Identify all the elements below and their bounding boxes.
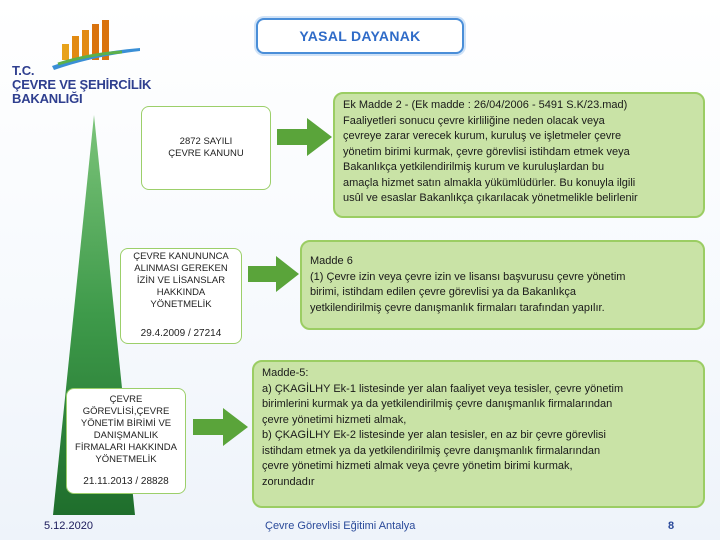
arrow-right-icon <box>193 408 249 446</box>
regulation-line: FİRMALARI HAKKINDA <box>75 442 177 453</box>
org-line: ÇEVRE VE ŞEHİRCİLİK <box>12 77 152 92</box>
panel-line: Ek Madde 2 - (Ek madde : 26/04/2006 - 5491 S.K/23.mad) <box>343 99 628 111</box>
panel-line: istihdam etmek ya da yetkilendirilmiş çevre danışmanlık firmalarından <box>262 444 601 457</box>
panel-line: usûl ve esaslar Bakanlıkça çıkarılacak yönetmelikle belirlenir <box>343 192 638 204</box>
panel-line: yönetim birimi kurmak, çevre görevlisi istihdam etmek veya <box>343 145 630 158</box>
panel-additional-article-2 <box>333 92 705 218</box>
panel-article-6 <box>300 240 705 330</box>
regulation-box-permits <box>120 248 242 344</box>
regulation-line: İZİN VE LİSANSLAR <box>136 275 226 286</box>
regulation-line: ALINMASI GEREKEN <box>134 263 228 274</box>
panel-line: Madde-5: <box>262 367 309 379</box>
org-line: BAKANLIĞI <box>12 91 83 106</box>
panel-line: çevreye zarar verecek kurum, kuruluş ve işletmeler çevre <box>343 130 622 142</box>
law-box-line: 2872 SAYILI <box>179 136 233 147</box>
arrow-right-icon <box>248 256 300 292</box>
regulation-line: GÖREVLİSİ,ÇEVRE <box>82 406 170 417</box>
law-box <box>141 106 271 190</box>
regulation-box-officers <box>66 388 186 494</box>
regulation-line: ÇEVRE <box>109 394 143 405</box>
panel-line: a) ÇKAGİLHY Ek-1 listesinde yer alan faaliyet veya tesisler, çevre yönetim <box>262 382 624 395</box>
regulation-date: 21.11.2013 / 28828 <box>83 476 169 487</box>
panel-line: zorundadır <box>262 475 315 488</box>
page-number: 8 <box>668 520 675 532</box>
regulation-line: YÖNETİM BİRİMİ VE <box>80 418 172 429</box>
footer-date: 5.12.2020 <box>44 520 93 532</box>
regulation-line: DANIŞMANLIK <box>93 430 159 441</box>
panel-line: (1) Çevre izin veya çevre izin ve lisansı başvurusu çevre yönetim <box>310 270 626 283</box>
regulation-line: ÇEVRE KANUNUNCA <box>133 251 229 262</box>
regulation-line: HAKKINDA <box>156 287 206 298</box>
panel-line: yetkilendirilmiş çevre danışmanlık firmaları tarafından yapılır. <box>310 301 605 314</box>
panel-line: birimi, istihdam edilen çevre görevlisi ya da Bakanlıkça <box>310 286 576 298</box>
page-title: YASAL DAYANAK <box>256 18 464 54</box>
regulation-line: YÖNETMELİK <box>95 454 157 465</box>
law-box-line: ÇEVRE KANUNU <box>168 148 244 159</box>
panel-line: Madde 6 <box>310 255 353 267</box>
organization-name <box>12 64 162 106</box>
footer-title: Çevre Görevlisi Eğitimi Antalya <box>265 520 416 532</box>
panel-line: Bakanlıkça yetkilendirilmiş kurum ve kuruluşlardan bu <box>343 161 605 173</box>
panel-line: Faaliyetleri sonucu çevre kirliliğine neden olacak veya <box>343 114 605 127</box>
org-line: T.C. <box>12 63 35 78</box>
panel-line: çevre yönetimi hizmeti almak veya çevre yönetim birimi kurmak, <box>262 460 573 472</box>
panel-line: birimlerini kurmak ya da yetkilendirilmiş çevre danışmanlık firmalarından <box>262 398 613 410</box>
arrow-right-icon <box>277 118 333 156</box>
panel-line: b) ÇKAGİLHY Ek-2 listesinde yer alan tesisler, en az bir çevre görevlisi <box>262 429 606 441</box>
logo-bars-icon <box>52 18 142 70</box>
panel-article-5 <box>252 360 705 508</box>
panel-line: çevre yönetimi hizmeti almak, <box>262 413 407 426</box>
panel-line: amaçla hizmet satın almakla yükümlüdürler. Bu konuyla ilgili <box>343 176 636 189</box>
regulation-date: 29.4.2009 / 27214 <box>140 328 222 339</box>
regulation-line: YÖNETMELİK <box>150 299 212 310</box>
